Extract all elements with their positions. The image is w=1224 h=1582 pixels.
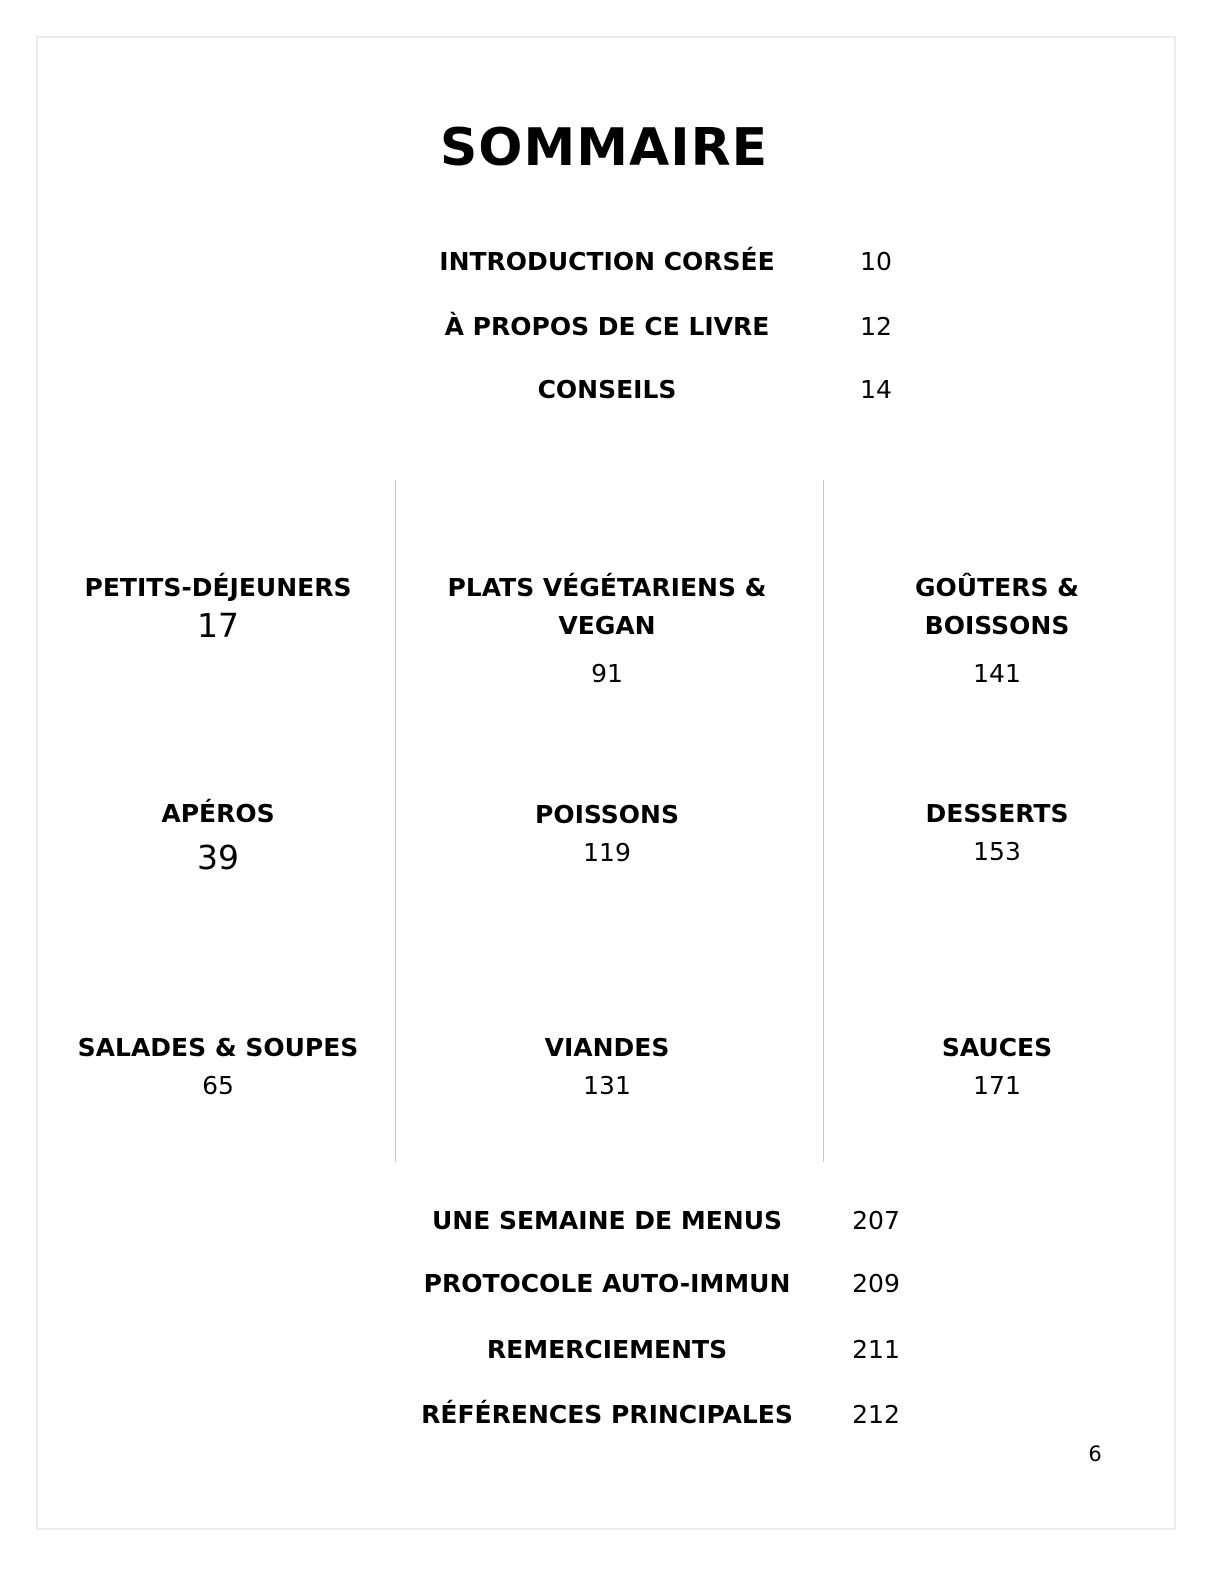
section-viandes[interactable] <box>417 1029 797 1105</box>
section-label: SAUCES <box>941 1033 1053 1062</box>
toc-entry-page: 211 <box>852 1335 900 1364</box>
section-page: 119 <box>583 838 631 867</box>
section-sauces[interactable] <box>807 1029 1187 1105</box>
toc-entry-references[interactable] <box>0 1395 1224 1435</box>
toc-entry-page: 12 <box>860 312 892 341</box>
toc-entry-label: À PROPOS DE CE LIVRE <box>444 312 770 341</box>
section-page: 17 <box>197 606 239 645</box>
section-label: DESSERTS <box>925 799 1069 828</box>
toc-entry-protocole[interactable] <box>0 1264 1224 1304</box>
section-label: POISSONS <box>535 800 679 829</box>
section-page: 171 <box>973 1071 1021 1100</box>
toc-entry-page: 10 <box>860 247 892 276</box>
section-label-line2: BOISSONS <box>924 611 1070 640</box>
toc-entry-a-propos[interactable] <box>0 307 1224 347</box>
section-poissons[interactable] <box>417 796 797 872</box>
toc-entry-page: 14 <box>860 375 892 404</box>
page-number: 6 <box>1088 1442 1102 1466</box>
section-label-line1: PLATS VÉGÉTARIENS & <box>447 573 767 602</box>
toc-entry-label: INTRODUCTION CORSÉE <box>439 247 775 276</box>
toc-entry-page: 209 <box>852 1269 900 1298</box>
section-petits-dejeuners[interactable] <box>28 569 408 645</box>
section-label: VIANDES <box>544 1033 670 1062</box>
section-page: 91 <box>591 659 623 688</box>
section-page: 131 <box>583 1071 631 1100</box>
toc-entry-conseils[interactable] <box>0 370 1224 410</box>
section-label-line2: VEGAN <box>558 611 656 640</box>
toc-entry-label: UNE SEMAINE DE MENUS <box>431 1206 783 1235</box>
toc-entry-remerciements[interactable] <box>0 1330 1224 1370</box>
section-plats-vegetariens[interactable] <box>417 569 797 693</box>
section-label-line1: GOÛTERS & <box>915 573 1079 602</box>
section-label: PETITS-DÉJEUNERS <box>84 573 352 602</box>
section-label: APÉROS <box>161 799 275 828</box>
section-page: 153 <box>973 837 1021 866</box>
toc-entry-introduction[interactable] <box>0 242 1224 282</box>
toc-entry-label: CONSEILS <box>537 375 677 404</box>
toc-entry-label: REMERCIEMENTS <box>486 1335 728 1364</box>
section-page: 65 <box>202 1071 234 1100</box>
toc-entry-page: 207 <box>852 1206 900 1235</box>
toc-entry-label: RÉFÉRENCES PRINCIPALES <box>421 1400 793 1429</box>
page-title: SOMMAIRE <box>439 118 769 178</box>
toc-entry-page: 212 <box>852 1400 900 1429</box>
section-page: 141 <box>973 659 1021 688</box>
section-page: 39 <box>197 838 239 877</box>
section-aperos[interactable] <box>28 795 408 877</box>
section-label: SALADES & SOUPES <box>77 1033 359 1062</box>
toc-entry-semaine-menus[interactable] <box>0 1201 1224 1241</box>
section-gouters-boissons[interactable] <box>807 569 1187 693</box>
toc-entry-label: PROTOCOLE AUTO-IMMUN <box>423 1269 791 1298</box>
section-salades-soupes[interactable] <box>28 1029 408 1105</box>
section-desserts[interactable] <box>807 795 1187 871</box>
